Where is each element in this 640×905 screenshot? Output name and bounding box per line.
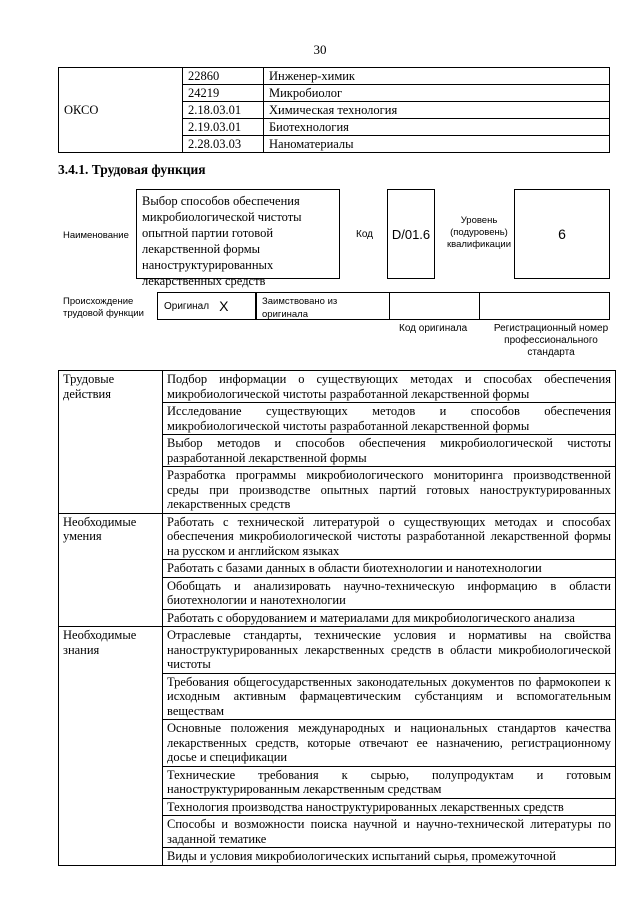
item-cell: Технические требования к сырью, полупродуктам и готовым наноструктурированным лекарственным средствам bbox=[163, 766, 616, 798]
item-cell: Работать с базами данных в области биотехнологии и нанотехнологии bbox=[163, 560, 616, 578]
item-cell: Подбор информации о существующих методах и способах обеспечения микробиологической чистоты разработанной лекарственной формы bbox=[163, 371, 616, 403]
codes-name-cell: Наноматериалы bbox=[264, 136, 610, 153]
page-number: 30 bbox=[313, 42, 327, 57]
codes-category-cell bbox=[59, 68, 183, 85]
codes-name-cell: Биотехнология bbox=[264, 119, 610, 136]
item-cell: Отраслевые стандарты, технические условия и нормативы на свойства наноструктурированных лекарственных средств в области микробиологической чистоты bbox=[163, 627, 616, 674]
item-cell: Основные положения международных и национальных стандартов качества лекарственных средств, которые отвечают ее назначению, регистрационному досье и спецификации bbox=[163, 720, 616, 767]
codes-code-cell: 2.28.03.03 bbox=[183, 136, 264, 153]
codes-category-cell bbox=[59, 85, 183, 102]
table-row bbox=[59, 371, 616, 403]
code-original-cell bbox=[389, 292, 480, 320]
codes-row bbox=[59, 85, 610, 102]
item-cell: Исследование существующих методов и способов обеспечения микробиологической чистоты разработанной лекарственной формы bbox=[163, 403, 616, 435]
category-cell: Необходимые умения bbox=[59, 513, 163, 627]
name-label: Наименование bbox=[63, 230, 129, 241]
original-mark: X bbox=[219, 298, 229, 314]
qualification-level-box: 6 bbox=[514, 189, 610, 279]
function-name-box: Выбор способов обеспечения микробиологической чистоты опытной партии готовой лекарственной формы наноструктурированных лекарственных средств bbox=[136, 189, 340, 279]
category-cell: Трудовые действия bbox=[59, 371, 163, 514]
code-original-label: Код оригинала bbox=[399, 323, 468, 334]
codes-row bbox=[59, 136, 610, 153]
original-text: Оригинал bbox=[164, 300, 210, 312]
item-cell: Работать с технической литературой о существующих методах и способах обеспечения микробиологической чистоты разработанной лекарственной формы на русском и английском языках bbox=[163, 513, 616, 560]
item-cell: Технология производства наноструктурированных лекарственных средств bbox=[163, 798, 616, 816]
codes-code-cell: 22860 bbox=[183, 68, 264, 85]
borrowed-text: Заимствовано из оригинала bbox=[262, 296, 338, 320]
item-cell: Разработка программы микробиологического мониторинга производственной среды при производстве опытных партий готовых наноструктурированных лекарственных средств bbox=[163, 467, 616, 514]
item-cell: Выбор методов и способов обеспечения микробиологической чистоты разработанной лекарственной формы bbox=[163, 435, 616, 467]
codes-category-cell bbox=[59, 119, 183, 136]
item-cell: Обобщать и анализировать научно-техническую информацию в области биотехнологии и нанотехнологии bbox=[163, 577, 616, 609]
original-cell bbox=[157, 292, 256, 320]
reg-number-label: Регистрационный номер профессионального стандарта bbox=[493, 323, 609, 358]
codes-row bbox=[59, 68, 610, 85]
code-label: Код bbox=[356, 229, 374, 240]
table-row bbox=[59, 513, 616, 560]
item-cell: Способы и возможности поиска научной и научно-технической литературы по заданной тематике bbox=[163, 816, 616, 848]
item-cell: Требования общегосударственных законодательных документов по фармокопеи к исходным активным фармацевтическим субстанциям и вспомогательным веществам bbox=[163, 673, 616, 720]
codes-code-cell: 2.19.03.01 bbox=[183, 119, 264, 136]
origin-row bbox=[157, 292, 610, 320]
origin-label: Происхождение трудовой функции bbox=[63, 296, 144, 319]
codes-row bbox=[59, 102, 610, 119]
codes-category-cell bbox=[59, 136, 183, 153]
item-cell: Работать с оборудованием и материалами для микробиологического анализа bbox=[163, 609, 616, 627]
borrowed-cell bbox=[256, 292, 390, 320]
codes-name-cell: Химическая технология bbox=[264, 102, 610, 119]
codes-name-cell: Микробиолог bbox=[264, 85, 610, 102]
codes-code-cell: 24219 bbox=[183, 85, 264, 102]
main-table bbox=[58, 370, 616, 866]
item-cell: Виды и условия микробиологических испытаний сырья, промежуточной bbox=[163, 848, 616, 866]
codes-category-cell: ОКСО bbox=[59, 102, 183, 119]
reg-number-cell bbox=[479, 292, 610, 320]
category-cell: Необходимые знания bbox=[59, 627, 163, 866]
section-heading: 3.4.1. Трудовая функция bbox=[58, 162, 206, 177]
codes-row bbox=[59, 119, 610, 136]
codes-name-cell: Инженер-химик bbox=[264, 68, 610, 85]
codes-code-cell: 2.18.03.01 bbox=[183, 102, 264, 119]
function-code-box: D/01.6 bbox=[387, 189, 435, 279]
codes-table bbox=[58, 67, 610, 153]
level-label: Уровень (подуровень) квалификации bbox=[446, 215, 512, 250]
table-row bbox=[59, 627, 616, 674]
